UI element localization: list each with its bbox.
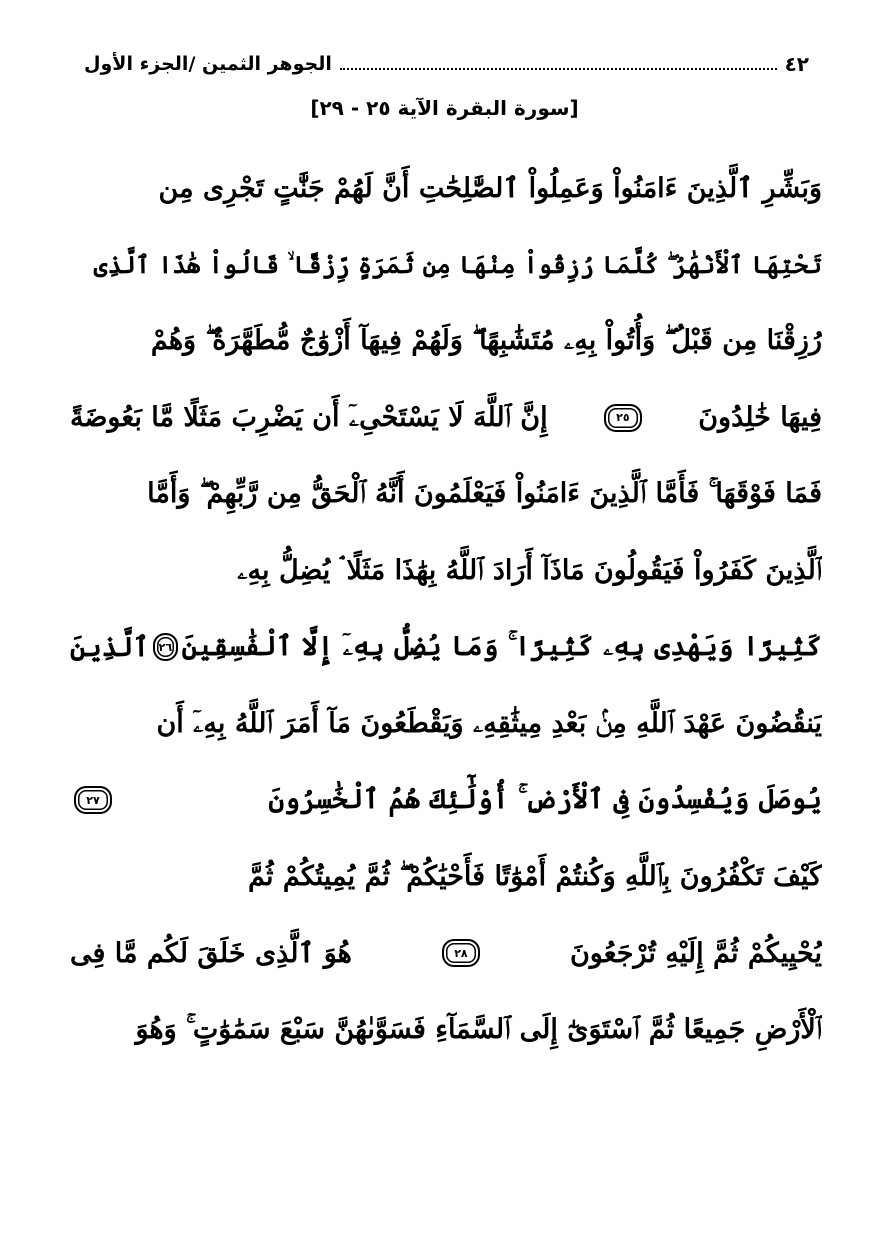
page-number: ٤٢ <box>784 52 809 76</box>
verse-text: يَنقُضُونَ عَهْدَ ٱللَّهِ مِنۢ بَعْدِ مِيثَٰقِهِۦ وَيَقْطَعُونَ مَآ أَمَرَ ٱللَّهُ بِهِۦٓ أَن <box>156 707 822 739</box>
ayah-number-marker: ٢٦ <box>153 633 178 661</box>
verse-text: كَيْفَ تَكْفُرُونَ بِٱللَّهِ وَكُنتُمْ أَمْوَٰتًا فَأَحْيَٰكُمْ ۖ ثُمَّ يُمِيتُكُمْ ثُمَّ <box>247 860 822 892</box>
verse-line <box>70 533 822 610</box>
verse-text: ٱلَّذِينَ كَفَرُواْ فَيَقُولُونَ مَاذَآ أَرَادَ ٱللَّهُ بِهَٰذَا مَثَلًا ۘ يُضِلُّ بِهِۦ <box>237 554 822 586</box>
verse-line <box>70 915 822 992</box>
verse-text: فَمَا فَوْقَهَا ۚ فَأَمَّا ٱلَّذِينَ ءَامَنُواْ فَيَعْلَمُونَ أَنَّهُ ٱلْحَقُّ مِن رَّبِّهِمْ ۖ وَأَمَّا <box>147 478 822 510</box>
verse-line <box>70 609 822 686</box>
section-heading: [سورة البقرة الآية ٢٥ - ٢٩] <box>310 96 579 120</box>
quran-verses <box>70 150 822 1068</box>
book-title: الجوهر الثمين /الجزء الأول <box>84 53 332 75</box>
verse-text: رُزِقْنَا مِن قَبْلُ ۖ وَأُتُواْ بِهِۦ مُتَشَٰبِهًا ۖ وَلَهُمْ فِيهَآ أَزْوَٰجٌ مُّطَهَّرَةٌ ۖ وَهُمْ <box>150 325 822 357</box>
running-header <box>84 40 809 74</box>
verse-line <box>70 762 822 839</box>
verse-line <box>70 380 822 457</box>
verse-line <box>70 456 822 533</box>
ayah-number-marker: ٢٥ <box>604 404 642 432</box>
verse-text: ٱلَّذِينَ <box>70 631 150 663</box>
verse-text: ٱلْأَرْضِ جَمِيعًا ثُمَّ ٱسْتَوَىٰٓ إِلَى ٱلسَّمَآءِ فَسَوَّىٰهُنَّ سَبْعَ سَمَٰوَٰتٍ ۚ وَهُوَ <box>135 1013 822 1045</box>
verse-text: يُحْيِيكُمْ ثُمَّ إِلَيْهِ تُرْجَعُونَ <box>569 937 822 969</box>
verse-line <box>70 150 822 227</box>
verse-text: يُوصَلَ وَيُفْسِدُونَ فِى ٱلْأَرْضِ ۚ أُوْلَٰٓئِكَ هُمُ ٱلْخَٰسِرُونَ <box>268 784 822 816</box>
verse-text: وَبَشِّرِ ٱلَّذِينَ ءَامَنُواْ وَعَمِلُواْ ٱلصَّٰلِحَٰتِ أَنَّ لَهُمْ جَنَّٰتٍ تَجْرِى مِن <box>158 172 822 204</box>
ayah-number-marker: ٢٧ <box>74 786 112 814</box>
header-dotted-leader <box>340 67 777 70</box>
verse-text: هُوَ ٱلَّذِى خَلَقَ لَكُم مَّا فِى <box>70 937 352 969</box>
verse-line <box>70 992 822 1069</box>
verse-text: تَحْتِهَا ٱلْأَنْهَٰرُ ۖ كُلَّمَا رُزِقُواْ مِنْهَا مِن ثَمَرَةٍ رِّزْقًا ۙ قَالُواْ هَٰذَا ٱلَّذِى <box>93 250 822 280</box>
verse-line <box>70 227 822 304</box>
verse-text: إِنَّ ٱللَّهَ لَا يَسْتَحْىِۦٓ أَن يَضْرِبَ مَثَلًا مَّا بَعُوضَةً <box>70 401 548 433</box>
verse-text: كَثِيرًا وَيَهْدِى بِهِۦ كَثِيرًا ۚ وَمَا يُضِلُّ بِهِۦٓ إِلَّا ٱلْفَٰسِقِينَ <box>181 631 822 663</box>
verse-text: فِيهَا خَٰلِدُونَ <box>698 402 822 434</box>
verse-line <box>70 686 822 763</box>
verse-line <box>70 839 822 916</box>
ayah-number-marker: ٢٨ <box>442 939 480 967</box>
verse-line <box>70 303 822 380</box>
